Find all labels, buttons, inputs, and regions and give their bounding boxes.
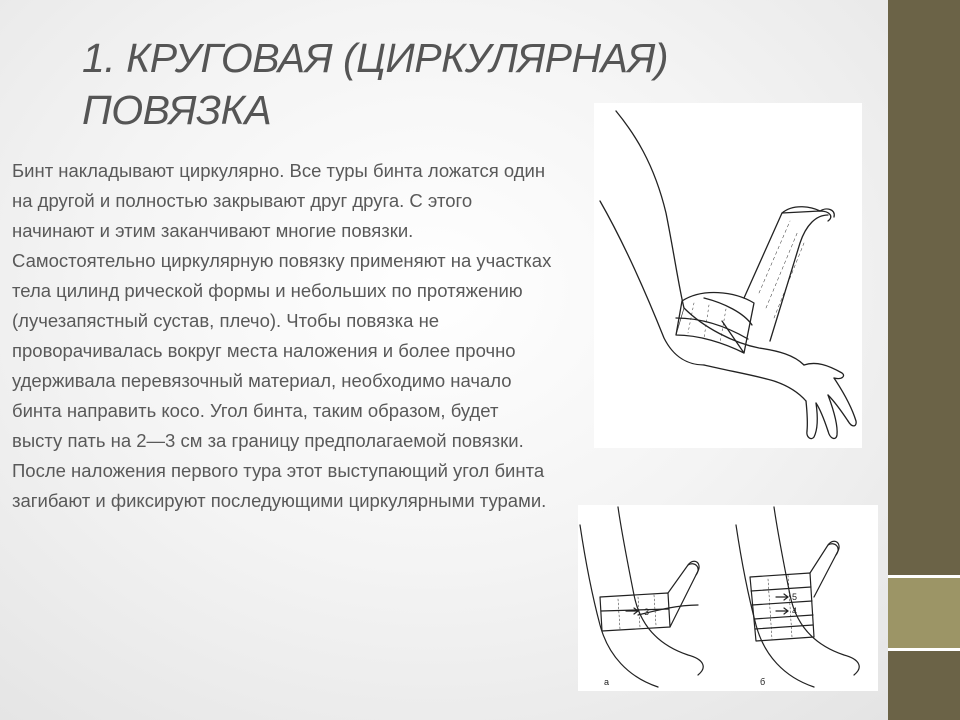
panel-caption-a: а <box>604 677 610 687</box>
panel-caption-b: б <box>760 677 766 687</box>
arrow-label-4: 4 <box>792 606 798 616</box>
shoulder-bandage-illustrations <box>578 505 878 691</box>
slide-title: 1. КРУГОВАЯ (ЦИРКУЛЯРНАЯ) ПОВЯЗКА <box>82 35 669 133</box>
arm-bandage-illustration <box>594 103 862 448</box>
sidebar-accent-block <box>888 578 960 648</box>
shoulder-bandage-drawing <box>578 505 878 691</box>
slide-body-text: Бинт накладывают циркулярно. Все туры бинта ложатся один на другой и полностью закрывают друг друга. С этого начинают и этим заканчивают многие повязки. Самостоятельно циркулярную повязку применяют на участках тела цилинд рической формы и небольших по протяжению (лучезапястный сустав, плечо). Чтобы повязка не проворачивалась вокруг места наложения и более прочно удерживала перевязочный материал, необходимо начало бинта направить косо. Угол бинта, таким образом, будет высту пать на 2—3 см за границу предполагаемой повязки. После наложения первого тура этот выступающий угол бинта загибают и фиксируют последующими циркулярными турами. <box>12 160 552 511</box>
sidebar-accent-divider-bottom <box>888 648 960 651</box>
arrow-label-3: 3 <box>644 607 650 617</box>
arm-bandage-drawing <box>594 103 862 448</box>
arrow-label-5: 5 <box>792 592 798 602</box>
